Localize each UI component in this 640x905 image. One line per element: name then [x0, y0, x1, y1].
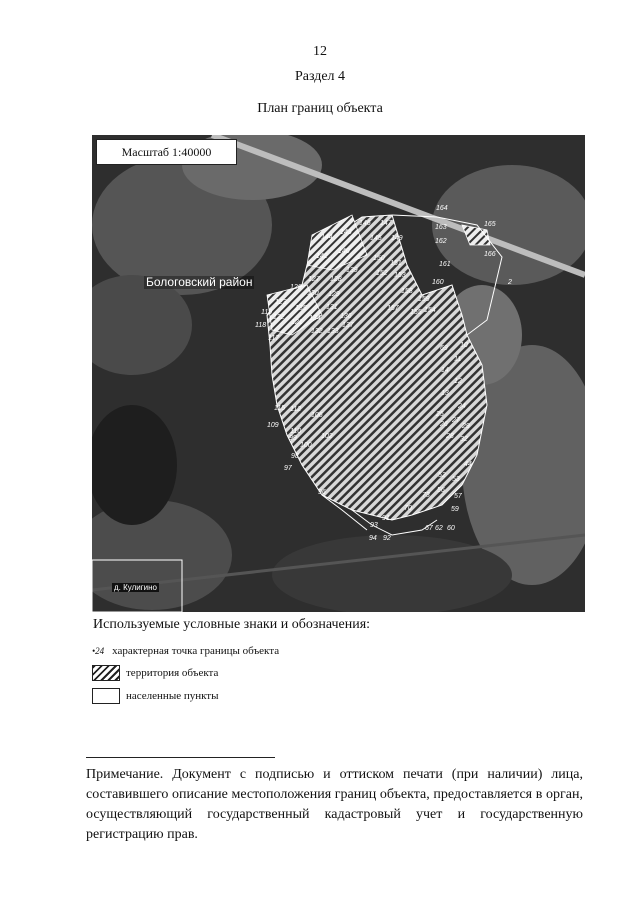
point-label: 29 [462, 423, 470, 430]
legend-item-point [92, 645, 279, 657]
point-label: 137 [342, 322, 354, 329]
point-label: 130 [307, 290, 319, 297]
legend-label: населенные пункты [126, 690, 219, 702]
point-label: 70 [404, 505, 412, 512]
point-label: 121 [291, 319, 303, 326]
point-label: 144 [321, 234, 333, 241]
district-label: Бологовский район [146, 275, 253, 289]
point-label: 157 [387, 305, 399, 312]
point-symbol: •24 [92, 646, 105, 656]
point-label: 158 [401, 288, 413, 295]
point-label: 69 [440, 345, 448, 352]
point-label: 73 [422, 492, 430, 499]
point-label: 133 [327, 328, 339, 335]
scale-label: Масштаб 1:40000 [96, 139, 237, 165]
point-label: 96 [318, 489, 326, 496]
point-label: 131 [326, 304, 338, 311]
point-label: 129 [328, 291, 340, 298]
point-label: 10 [460, 342, 468, 349]
point-label: 127 [308, 276, 320, 283]
point-label: 67 [425, 525, 433, 532]
page-title: План границ объекта [257, 101, 383, 116]
point-label: 134 [309, 315, 321, 322]
point-label: 149 [391, 235, 403, 242]
point-label: 166 [484, 251, 496, 258]
point-label: 139 [346, 267, 358, 274]
point-label: 136 [340, 313, 352, 320]
point-label: 94 [369, 535, 377, 542]
point-label: 92 [383, 535, 391, 542]
point-label: 118 [255, 322, 267, 329]
point-label: 117 [268, 335, 280, 342]
footnote-text: Примечание. Документ с подписью и оттиском печати (при наличии) лица, составившего описание местоположения границ объекта, предоставляется в орган, осуществляющий государственный кадастровый учет и государственную регистрацию прав. [86, 767, 583, 842]
point-label: 52 [438, 472, 446, 479]
point-label: 128 [330, 276, 342, 283]
point-label: 60 [447, 525, 455, 532]
map-image [92, 135, 585, 612]
point-label: 106 [311, 412, 323, 419]
point-label: 160 [432, 279, 444, 286]
point-label: 132 [311, 328, 323, 335]
point-label: 57 [454, 493, 462, 500]
point-label: 155 [410, 309, 422, 316]
legend-label: территория объекта [126, 667, 219, 679]
point-label: 143 [340, 229, 352, 236]
point-label: 99 [289, 435, 297, 442]
point-label: 153 [394, 272, 406, 279]
point-label: 142 [316, 253, 328, 260]
point-label: 13 [441, 390, 449, 397]
point-label: 151 [390, 260, 402, 267]
point-label: 26 [440, 421, 448, 428]
point-label: 135 [295, 305, 307, 312]
point-label: 164 [436, 205, 448, 212]
point-label: 102 [321, 433, 333, 440]
point-label: 32 [460, 436, 468, 443]
empty-swatch-icon [92, 688, 120, 704]
legend-title: Используемые условные знаки и обозначения: [93, 617, 371, 632]
section-heading: Раздел 4 [294, 69, 346, 84]
point-label: 159 [418, 296, 430, 303]
point-label: 112 [290, 406, 302, 413]
legend-item-territory [92, 665, 218, 681]
point-label: 154 [424, 307, 436, 314]
point-label: 150 [373, 255, 385, 262]
point-label: 146 [359, 220, 371, 227]
point-label: 152 [376, 270, 388, 277]
point-label: 115 [274, 405, 286, 412]
point-label: 53 [452, 476, 460, 483]
point-label: 145 [370, 235, 382, 242]
point-label: 56 [437, 487, 445, 494]
page-number: 12 [313, 44, 327, 59]
point-label: 165 [484, 221, 496, 228]
point-label: 97 [284, 465, 292, 472]
hatch-swatch-icon [92, 665, 120, 681]
point-label: 140 [338, 248, 350, 255]
point-label: 126 [290, 284, 302, 291]
point-label: 25 [436, 411, 444, 418]
point-label: 93 [370, 522, 378, 529]
point-label: 162 [435, 238, 447, 245]
legend-label: характерная точка границы объекта [112, 645, 280, 657]
point-label: 2 [508, 279, 512, 286]
point-label: 44 [464, 461, 472, 468]
point-label: 28 [446, 433, 454, 440]
point-label: 119 [261, 309, 273, 316]
point-label: 24 [458, 403, 466, 410]
point-label: 27 [452, 417, 460, 424]
legend-item-settlement [92, 688, 219, 704]
point-label: 14 [441, 367, 449, 374]
boundary-map [92, 135, 585, 612]
point-label: 109 [267, 422, 279, 429]
point-label: 98 [291, 453, 299, 460]
point-label: 12 [454, 378, 462, 385]
point-label: 100 [300, 442, 312, 449]
point-label: 147 [380, 220, 392, 227]
point-label: 163 [435, 224, 447, 231]
point-label: 110 [290, 428, 302, 435]
point-label: 122 [273, 314, 285, 321]
point-label: 59 [451, 506, 459, 513]
point-label: 91 [382, 515, 390, 522]
point-label: 11 [454, 356, 462, 363]
point-label: 62 [435, 525, 443, 532]
point-label: 123 [275, 299, 287, 306]
footnote-divider [86, 757, 275, 758]
point-label: 161 [439, 261, 451, 268]
village-label: д. Кулигино [114, 583, 157, 592]
